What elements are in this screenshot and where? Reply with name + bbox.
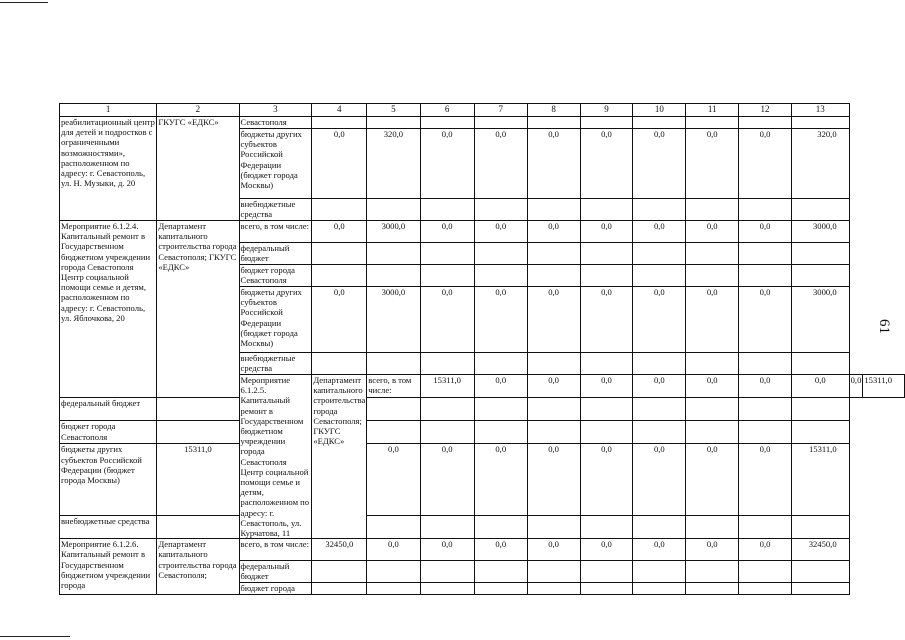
value-cell: 0,0 <box>527 444 580 516</box>
value-cell: 0,0 <box>474 539 527 561</box>
funding-source: бюджет города <box>239 583 312 595</box>
funding-source: бюджет города Севастополя <box>239 265 312 287</box>
header-row <box>60 104 905 117</box>
value-cell: 0,0 <box>633 444 686 516</box>
table-row <box>60 221 905 243</box>
value-cell: 15311,0 <box>791 444 849 516</box>
executor: Департамент капитального строительства города Севастополя; ГКУГС «ЕДКС» <box>312 375 367 539</box>
value-cell: 0,0 <box>580 375 633 398</box>
table-row <box>60 398 905 421</box>
value-cell: 0,0 <box>686 444 739 516</box>
header-cell: 12 <box>739 104 792 117</box>
value-cell: 0,0 <box>527 287 580 353</box>
value-cell: 0,0 <box>420 287 474 353</box>
value-cell: 0,0 <box>686 221 739 243</box>
value-cell: 0,0 <box>580 444 633 516</box>
value-cell: 0,0 <box>312 287 367 353</box>
value-cell: 0,0 <box>849 375 863 398</box>
executor: ГКУГС «ЕДКС» <box>157 117 239 221</box>
value-cell: 0,0 <box>527 221 580 243</box>
funding-source: федеральный бюджет <box>239 243 312 265</box>
table-row <box>60 539 905 561</box>
funding-source: внебюджетные средства <box>239 353 312 375</box>
value-cell: 0,0 <box>474 221 527 243</box>
value-cell: 3000,0 <box>791 287 849 353</box>
funding-source: всего, в том числе: <box>367 375 420 398</box>
value-cell: 0,0 <box>739 375 792 398</box>
value-cell: 0,0 <box>420 129 474 199</box>
value-cell: 0,0 <box>420 221 474 243</box>
value-cell: 15311,0 <box>863 375 905 398</box>
value-cell: 0,0 <box>580 287 633 353</box>
header-cell: 2 <box>157 104 239 117</box>
value-cell: 0,0 <box>633 375 686 398</box>
value-cell: 0,0 <box>633 129 686 199</box>
budget-table <box>59 103 905 595</box>
value-cell: 0,0 <box>420 539 474 561</box>
value-cell: 0,0 <box>739 287 792 353</box>
table-row <box>60 516 905 539</box>
value-cell: 0,0 <box>474 444 527 516</box>
value-cell: 32450,0 <box>791 539 849 561</box>
value-cell: 15311,0 <box>420 375 474 398</box>
value-cell: 32450,0 <box>312 539 367 561</box>
table-row <box>60 444 905 516</box>
scan-mark-top <box>0 2 48 3</box>
value-cell: 0,0 <box>686 129 739 199</box>
value-cell: 0,0 <box>474 287 527 353</box>
event-name: Мероприятие 6.1.2.4. Капитальный ремонт в Государственном бюджетном учреждении города Севастополя Центр социальной помощи семье и детям, расположенном по адресу: г. Севастополь, ул. Яблочкова, 20 <box>60 221 157 398</box>
value-cell: 3000,0 <box>367 221 420 243</box>
funding-source: федеральный бюджет <box>60 398 157 421</box>
event-name: реабилитационный центр для детей и подростков с ограниченными возможностями», расположенном по адресу: г. Севастополь, ул. Н. Музыки, д. 20 <box>60 117 157 221</box>
value-cell: 0,0 <box>791 375 849 398</box>
value-cell: 0,0 <box>420 444 474 516</box>
value-cell: 0,0 <box>367 539 420 561</box>
header-cell: 4 <box>312 104 367 117</box>
value-cell: 0,0 <box>739 221 792 243</box>
table-row <box>60 117 905 129</box>
value-cell: 3000,0 <box>791 221 849 243</box>
funding-source: федеральный бюджет <box>239 561 312 583</box>
value-cell: 0,0 <box>474 129 527 199</box>
page-number: 61 <box>876 319 892 334</box>
funding-source: внебюджетные средства <box>60 516 157 539</box>
value-cell: 0,0 <box>580 221 633 243</box>
value-cell: 0,0 <box>686 375 739 398</box>
header-cell: 11 <box>686 104 739 117</box>
header-cell: 9 <box>580 104 633 117</box>
funding-source: бюджеты других субъектов Российской Федерации (бюджет города Москвы) <box>239 287 312 353</box>
value-cell: 0,0 <box>686 287 739 353</box>
value-cell: 0,0 <box>739 129 792 199</box>
executor: Департамент капитального строительства города Севастополя; <box>157 539 239 595</box>
value-cell: 0,0 <box>312 129 367 199</box>
value-cell: 0,0 <box>527 539 580 561</box>
value-cell: 3000,0 <box>367 287 420 353</box>
funding-source: бюджеты других субъектов Российской Федерации (бюджет города Москвы) <box>239 129 312 199</box>
event-name: Мероприятие 6.1.2.5. Капитальный ремонт в Государственном бюджетном учреждении города Севастополя Центр социальной помощи семье и детям, расположенном по адресу: г. Севастополь, ул. Курчатова, 11 <box>239 375 312 539</box>
value-cell: 0,0 <box>580 539 633 561</box>
value-cell: 0,0 <box>527 129 580 199</box>
header-cell: 8 <box>527 104 580 117</box>
header-cell: 1 <box>60 104 157 117</box>
header-cell: 10 <box>633 104 686 117</box>
value-cell: 15311,0 <box>157 444 239 516</box>
header-cell: 5 <box>367 104 420 117</box>
header-cell: 6 <box>420 104 474 117</box>
scan-mark-bottom <box>0 636 70 637</box>
event-name: Мероприятие 6.1.2.6. Капитальный ремонт в Государственном бюджетном учреждении города <box>60 539 157 595</box>
value-cell: 0,0 <box>312 221 367 243</box>
funding-source: Севастополя <box>239 117 312 129</box>
value-cell: 0,0 <box>580 129 633 199</box>
funding-source: бюджет города Севастополя <box>60 421 157 444</box>
value-cell: 0,0 <box>474 375 527 398</box>
table-row <box>60 421 905 444</box>
value-cell: 320,0 <box>791 129 849 199</box>
value-cell: 0,0 <box>633 221 686 243</box>
value-cell: 0,0 <box>527 375 580 398</box>
value-cell: 0,0 <box>367 444 420 516</box>
value-cell: 0,0 <box>739 539 792 561</box>
funding-source: всего, в том числе: <box>239 221 312 243</box>
funding-source: внебюджетные средства <box>239 199 312 221</box>
funding-source: бюджеты других субъектов Российской Федерации (бюджет города Москвы) <box>60 444 157 516</box>
header-cell: 13 <box>791 104 849 117</box>
header-cell: 7 <box>474 104 527 117</box>
value-cell: 0,0 <box>686 539 739 561</box>
executor: Департамент капитального строительства города Севастополя; ГКУГС «ЕДКС» <box>157 221 239 398</box>
value-cell: 320,0 <box>367 129 420 199</box>
funding-source: всего, в том числе: <box>239 539 312 561</box>
value-cell: 0,0 <box>633 287 686 353</box>
header-cell: 3 <box>239 104 312 117</box>
value-cell: 0,0 <box>739 444 792 516</box>
value-cell: 0,0 <box>633 539 686 561</box>
